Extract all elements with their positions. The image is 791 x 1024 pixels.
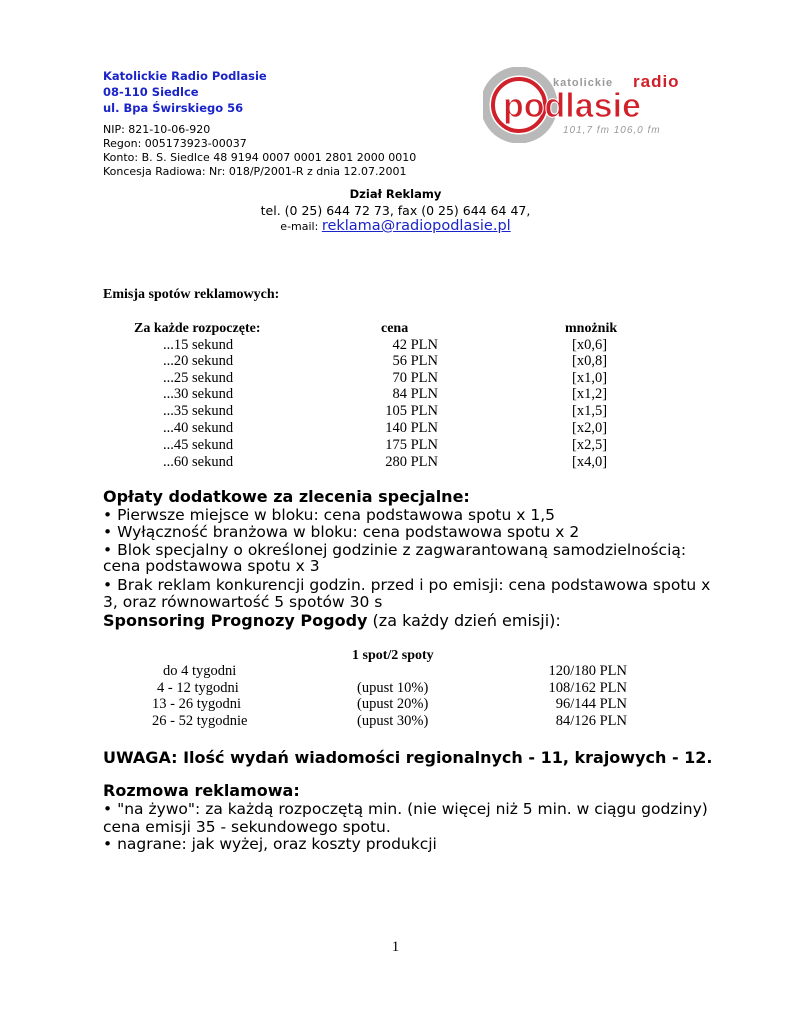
radio-podlasie-logo: [483, 67, 703, 143]
spots-duration: ...30 sekund: [163, 386, 234, 402]
fee-line: • Blok specjalny o określonej godzinie z zagwarantowaną samodzielnością:: [103, 541, 687, 559]
logo-katolickie: katolickie: [553, 77, 614, 89]
department-email-line: [0, 218, 791, 234]
weather-period: do 4 tygodni: [163, 663, 237, 679]
weather-period: 26 - 52 tygodnie: [152, 713, 248, 729]
spots-price: 42 PLN: [392, 337, 438, 353]
spots-duration: ...35 sekund: [163, 403, 234, 419]
spots-title: Emisja spotów reklamowych:: [103, 287, 280, 302]
spots-multiplier: [x1,2]: [572, 386, 608, 402]
spots-price: 84 PLN: [392, 386, 438, 402]
weather-header: 1 spot/2 spoty: [352, 648, 434, 663]
spots-duration: ...40 sekund: [163, 420, 234, 436]
department-title: Dział Reklamy: [349, 187, 442, 201]
spots-multiplier: [x2,0]: [572, 420, 608, 436]
spots-price: 175 PLN: [385, 437, 438, 453]
weather-period: 4 - 12 tygodni: [157, 680, 239, 696]
weather-discount: (upust 30%): [357, 713, 429, 729]
spots-multiplier: [x0,8]: [572, 353, 608, 369]
weather-discount: (upust 20%): [357, 696, 429, 712]
weather-price: 120/180 PLN: [548, 663, 627, 679]
logo-frequencies: 101,7 fm 106,0 fm: [563, 125, 661, 136]
logo-podlasie: podlasie: [503, 87, 641, 125]
spots-header-multiplier: mnożnik: [565, 321, 618, 336]
company-identifiers: [103, 123, 416, 179]
spots-duration: ...60 sekund: [163, 454, 234, 470]
fees-heading: Opłaty dodatkowe za zlecenia specjalne:: [103, 487, 470, 506]
spots-duration: ...15 sekund: [163, 337, 234, 353]
weather-discount: (upust 10%): [357, 680, 429, 696]
spots-duration: ...20 sekund: [163, 353, 234, 369]
logo-radio: radio: [633, 72, 680, 91]
bank-account: Konto: B. S. Siedlce 48 9194 0007 0001 2801 2000 0010: [103, 151, 417, 164]
fee-line: • Wyłączność branżowa w bloku: cena podstawowa spotu x 2: [103, 523, 580, 541]
weather-period: 13 - 26 tygodni: [152, 696, 242, 712]
company-name: Katolickie Radio Podlasie: [103, 69, 267, 83]
spots-header-price: cena: [381, 321, 409, 336]
rozmowa-line: • "na żywo": za każdą rozpoczętą min. (nie więcej niż 5 min. w ciągu godziny): [103, 800, 708, 818]
spots-price: 70 PLN: [392, 370, 438, 386]
fee-line: • Pierwsze miejsce w bloku: cena podstawowa spotu x 1,5: [103, 506, 556, 524]
rozmowa-line: cena emisji 35 - sekundowego spotu.: [103, 818, 391, 836]
notice: UWAGA: Ilość wydań wiadomości regionalnych - 11, krajowych - 12.: [103, 748, 713, 767]
spots-multiplier: [x0,6]: [572, 337, 608, 353]
fee-line: • Brak reklam konkurencji godzin. przed i po emisji: cena podstawowa spotu x: [103, 576, 711, 594]
sponsor-title: Sponsoring Prognozy Pogody: [103, 611, 368, 630]
weather-price: 108/162 PLN: [548, 680, 627, 696]
postal-city: 08-110 Siedlce: [103, 85, 199, 99]
fee-line: cena podstawowa spotu x 3: [103, 557, 320, 575]
spots-price: 56 PLN: [392, 353, 438, 369]
weather-price: 96/144 PLN: [555, 696, 627, 712]
sponsor-line: [103, 611, 561, 630]
spots-duration: ...25 sekund: [163, 370, 234, 386]
page-number: 1: [391, 939, 400, 955]
spots-multiplier: [x1,5]: [572, 403, 608, 419]
email-label: e-mail:: [280, 220, 319, 233]
spots-multiplier: [x2,5]: [572, 437, 608, 453]
email-link[interactable]: reklama@radiopodlasie.pl: [321, 218, 511, 234]
fee-line: 3, oraz równowartość 5 spotów 30 s: [103, 593, 383, 611]
rozmowa-line: • nagrane: jak wyżej, oraz koszty produkcji: [103, 835, 437, 853]
spots-header-duration: Za każde rozpoczęte:: [134, 321, 261, 336]
radio-license: Koncesja Radiowa: Nr: 018/P/2001-R z dnia 12.07.2001: [103, 165, 407, 178]
regon: Regon: 005173923-00037: [103, 137, 247, 150]
spots-price: 105 PLN: [385, 403, 438, 419]
department-phone: tel. (0 25) 644 72 73, fax (0 25) 644 64 47,: [260, 203, 531, 218]
spots-multiplier: [x1,0]: [572, 370, 608, 386]
spots-duration: ...45 sekund: [163, 437, 234, 453]
spots-multiplier: [x4,0]: [572, 454, 608, 470]
company-address: [103, 68, 267, 116]
spots-price: 140 PLN: [385, 420, 438, 436]
spots-price: 280 PLN: [385, 454, 438, 470]
nip: NIP: 821-10-06-920: [103, 123, 211, 136]
weather-price: 84/126 PLN: [555, 713, 627, 729]
rozmowa-heading: Rozmowa reklamowa:: [103, 781, 300, 800]
sponsor-note: (za każdy dzień emisji):: [367, 611, 561, 630]
street: ul. Bpa Świrskiego 56: [103, 101, 244, 115]
